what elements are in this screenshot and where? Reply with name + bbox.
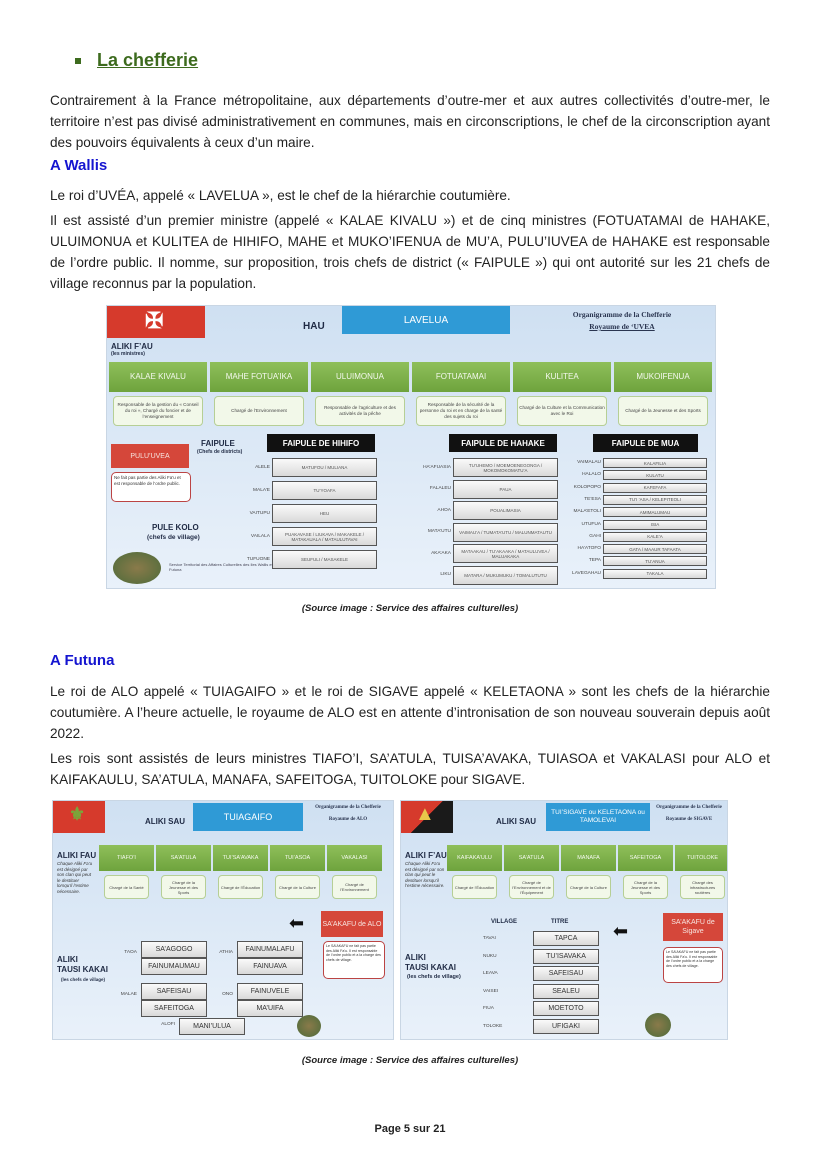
village-label: AHOA — [437, 507, 451, 513]
village-chief-box: GATA / MAAUR TAFAATA — [603, 544, 707, 554]
village-label: TEPA — [588, 558, 601, 564]
futuna-paragraph-2: Les rois sont assistés de leurs ministres TIAFO’I, SA’ATULA, TUISA’AVAKA, TUIASOA et VAKALASI pour ALO et KAIFAKAULU, SA’ATULA, MANAFA, SAFEITOGA, TUITOLOKE pour SIGAVE. — [50, 751, 770, 787]
village-label: TUFUONE — [246, 556, 270, 562]
sigave-ministers-label: ALIKI F’AU — [405, 851, 447, 860]
village-label: FALALEU — [429, 486, 451, 491]
minister-role: Chargé de l’Environnement — [332, 875, 377, 899]
alo-chiefs-sublabel: (les chefs de village) — [61, 977, 106, 982]
village-chief-box: SEUFULI / MASAKELE — [272, 550, 377, 569]
minister-box: VAKALASI — [327, 845, 382, 871]
village-chief-box: UFIGAKI — [533, 1019, 599, 1034]
minister-box: SAFEITOGA — [618, 845, 673, 871]
police-note: Ne fait pas partie des Aliki Fa’u et est responsable de l’ordre public. — [111, 472, 191, 502]
village-chief-box: ISIA — [603, 520, 707, 530]
village-label: ALOFI — [161, 1022, 175, 1027]
village-label: ALELE — [255, 464, 270, 470]
sigave-organigram — [400, 800, 728, 1040]
organigram-title: Organigramme de la Chefferie — [572, 310, 672, 319]
village-chief-box: TU’YOAFA — [272, 481, 377, 500]
organigram-subtitle: Royaume de ‘UVEA — [589, 322, 655, 331]
sigave-seal — [645, 1013, 671, 1037]
alo-chiefs-label-1: ALIKI — [57, 955, 78, 964]
alo-ministers-note: Chaque Aliki Fa’u est désigné par son clan qui peut le destituer lorsqu’il l’estime nécessaire. — [57, 861, 93, 894]
village-label: VAISEI — [483, 988, 499, 994]
minister-role: Chargé de la Culture — [566, 875, 611, 899]
futuna-heading: A Futuna — [50, 652, 115, 669]
alo-organigram — [52, 800, 394, 1040]
village-label: MATA’UTU — [427, 529, 451, 534]
minister-role: Chargé de l’Éducation — [452, 875, 497, 899]
village-label: KOLOPOPO — [573, 484, 601, 490]
sigave-title: Organigramme de la Chefferie — [656, 805, 722, 810]
minister-box: TIAFO’I — [99, 845, 154, 871]
sigave-chiefs-label-1: ALIKI — [405, 953, 426, 962]
minister-role: Chargé de l’Éducation — [218, 875, 263, 899]
village-label: VAITUPU — [249, 510, 270, 516]
service-seal — [113, 552, 161, 584]
village-label: MALA’ETOLI — [573, 509, 601, 515]
minister-box: MANAFA — [561, 845, 616, 871]
section-title: La chefferie — [97, 50, 199, 70]
minister-box: MAHE FOTUA’IKA — [210, 362, 308, 392]
district-header: FAIPULE DE MUA — [593, 434, 698, 452]
alo-king-box: TUIAGAIFO — [193, 803, 303, 831]
village-label: TAVAI — [483, 936, 496, 941]
sigave-aliki-sau-label: ALIKI SAU — [496, 817, 536, 826]
seal-text: Service Territorial des Affaires Culturelles des Iles Wallis et Futuna — [169, 562, 273, 572]
village-label: HA’AFUASIA — [423, 464, 451, 470]
minister-role: Chargé des infrastructures routières — [680, 875, 725, 899]
minister-box: FOTUATAMAI — [412, 362, 510, 392]
wallis-heading: A Wallis — [50, 157, 108, 174]
village-label: AKA’AKA — [431, 550, 451, 556]
village-chief-box: MOETOTO — [533, 1001, 599, 1016]
minister-box: SA’ATULA — [504, 845, 559, 871]
village-label: HA’ATOFO — [577, 546, 601, 552]
village-chief-box: FAINUVELE — [237, 983, 303, 1000]
pule-kolo-sublabel: (chefs de village) — [147, 534, 200, 541]
minister-role: Chargé de la Jeunesse et des Sports — [161, 875, 206, 899]
title-column-header: TITRE — [551, 919, 569, 925]
village-label: TOLOKE — [483, 1023, 503, 1029]
intro-paragraph: Contrairement à la France métropolitaine, aux départements d’outre-mer et aux autres collectivités d’outre-mer, le territoire n’est pas divisé administrativement en communes, mais en circonscriptions, le chef de la circonscription ayant des pouvoirs équivalents à ceux d’un maire. — [50, 93, 770, 150]
sigave-flag — [401, 801, 453, 833]
minister-box: ULUIMONUA — [311, 362, 409, 392]
page-number: Page 5 sur 21 — [374, 1123, 446, 1135]
village-label: VAIMALAU — [577, 460, 601, 465]
village-chief-box: TU’ANUA — [603, 556, 707, 566]
minister-role: Chargé de l’Environnement et de l’Équipement — [509, 875, 554, 899]
alo-flag — [53, 801, 105, 833]
village-chief-box: TU’I ‘ASA / KELEPITEOLI — [603, 495, 707, 505]
village-chief-box: PAUA — [453, 480, 558, 499]
minister-box: KAIFAKA’ULU — [447, 845, 502, 871]
village-label: ONO — [222, 992, 233, 997]
village-chief-box: KULATU — [603, 470, 707, 480]
sigave-police-note: Le SA’AKAFU ne fait pas partie des Aliki Fa’u. Il est responsable de l’ordre public et a la charge des chefs de village. — [663, 947, 723, 983]
village-label: MALAE — [120, 992, 137, 997]
king-box: LAVELUA — [342, 306, 510, 334]
village-chief-box: KAFEFAFA — [603, 483, 707, 493]
alo-seal — [297, 1015, 321, 1037]
village-chief-box: TAPCA — [533, 931, 599, 946]
sigave-chiefs-sublabel: (les chefs de village) — [407, 974, 461, 980]
village-label: LIKU — [440, 572, 451, 577]
arrow-left-icon: ⬅ — [289, 913, 305, 933]
village-chief-box: HEU — [272, 504, 377, 523]
alo-chiefs-label-2: TAUSI KAKAI — [57, 965, 108, 974]
village-label: UTUFUA — [581, 521, 601, 527]
futuna-caption: (Source image : Service des affaires culturelles) — [301, 1055, 519, 1066]
alo-subtitle: Royaume de ALO — [328, 817, 368, 822]
sigave-king-box: TUI’SIGAVE ou KELETAONA ou TAMOLEVAI — [546, 803, 650, 831]
village-chief-box: SEALEU — [533, 984, 599, 999]
minister-role: Chargé de la Jeunesse et des Sports — [623, 875, 668, 899]
wallis-flag — [107, 306, 205, 338]
alo-aliki-sau-label: ALIKI SAU — [145, 817, 185, 826]
minister-box: KALAE KIVALU — [109, 362, 207, 392]
minister-box: KULITEA — [513, 362, 611, 392]
village-label: FIUA — [483, 1006, 494, 1011]
minister-box: TUITOLOKE — [675, 845, 728, 871]
village-chief-box: VAIMAU’A / TUMATA’UTU / MALUNMATAUTU — [453, 523, 558, 542]
alo-police-note: Le SA’AKAFU ne fait pas partie des Aliki Fa’u. Il est responsable de l’ordre public et a la charge des chefs de village. — [323, 941, 385, 979]
wallis-paragraph-2: Il est assisté d’un premier ministre (appelé « KALAE KIVALU ») et de cinq ministres (FOTUATAMAI de HAHAKE, ULUIMONUA et KULITEA de HIHIFO, MAHE et MUKO’IFENUA de MU’A, PULU’IUVEA de HAHAKE est responsable de l’ordre public. Il nomme, sur proposition, trois chefs de district (« FAIPULE ») qui ont autorité sur les 21 chefs de village reconnus par la population. — [50, 213, 770, 291]
sigave-ministers-note: Chaque Aliki Fa’u est désigné par son clan qui peut le destituer lorsqu’il l’estime nécessaire. — [405, 861, 445, 888]
minister-box: MUKOIFENUA — [614, 362, 712, 392]
minister-role: Chargé de l’Environnement — [214, 396, 304, 426]
hau-label: HAU — [303, 321, 325, 332]
village-label: LAVEGAHAU — [572, 570, 601, 576]
village-label: GAHI — [589, 533, 601, 539]
sigave-police-box: SA’AKAFU de Sigave — [663, 913, 723, 941]
village-chief-box: FAINUMALAFU — [237, 941, 303, 958]
alo-police-box: SA’AKAFU de ALO — [321, 911, 383, 937]
village-chief-box: SAFEISAU — [533, 966, 599, 981]
village-chief-box: TU’UHEMO / MOEMOENEGONGA / MOKOMOKOMATU’A — [453, 458, 558, 477]
wallis-paragraph-1: Le roi d’UVÉA, appelé « LAVELUA », est le chef de la hiérarchie coutumière. — [50, 188, 511, 203]
minister-role: Chargé de la Santé — [104, 875, 149, 899]
alo-ministers-label: ALIKI FAU — [57, 851, 97, 860]
district-header: FAIPULE DE HAHAKE — [449, 434, 557, 452]
sigave-subtitle: Royaume de SIGAVE — [665, 817, 713, 822]
faipule-label: FAIPULE — [201, 439, 235, 448]
minister-role: Chargé de la Jeunesse et des Sports — [618, 396, 708, 426]
ministers-sublabel: (les ministres) — [111, 351, 145, 357]
minister-role: Responsable de l’agriculture et des activités de la pêche — [315, 396, 405, 426]
arrow-left-icon: ⬅ — [613, 921, 629, 941]
pule-kolo-label: PULE KOLO — [152, 523, 199, 532]
village-label: NUKU — [483, 953, 497, 959]
minister-box: SA’ATULA — [156, 845, 211, 871]
village-label: TAOA — [124, 950, 137, 955]
section-heading — [75, 50, 198, 71]
minister-role: Chargé de la Culture et la Communication avec le Roi — [517, 396, 607, 426]
wallis-cross-icon: ✠ — [145, 308, 164, 333]
sigave-chiefs-label-2: TAUSI KAKAI — [405, 963, 456, 972]
village-column-header: VILLAGE — [491, 919, 518, 925]
village-chief-box: SAFEISAU — [141, 983, 207, 1000]
minister-role: Chargé de la Culture — [275, 875, 320, 899]
village-chief-box: MA’UIFA — [237, 1000, 303, 1017]
village-chief-box: FAINUMAUMAU — [141, 958, 207, 975]
minister-box: TUI’ASOA — [270, 845, 325, 871]
village-chief-box: MATUFOU / MULIANA — [272, 458, 377, 477]
village-chief-box: MANI’ULUA — [179, 1018, 245, 1035]
bullet-icon — [75, 58, 81, 64]
village-label: MALA’E — [253, 487, 270, 493]
village-label: VAILALA — [250, 533, 270, 539]
village-chief-box: MATAAKAU / TU’AKAAKA / MATAULUVEA / MALUAKAKA — [453, 544, 558, 563]
village-chief-box: MATARA / MUKUMUKU / TOMALUTUTU — [453, 566, 558, 585]
village-chief-box: TU’ISAVAKA — [533, 949, 599, 964]
faipule-sublabel: (Chefs de districts) — [197, 449, 243, 455]
minister-box: TUI’SA’AVAKA — [213, 845, 268, 871]
village-chief-box: FAINUAVA — [237, 958, 303, 975]
village-chief-box: TAKALA — [603, 569, 707, 579]
village-label: TE’ESA — [584, 496, 601, 502]
village-chief-box: KALAFILIA — [603, 458, 707, 468]
district-header: FAIPULE DE HIHIFO — [267, 434, 375, 452]
minister-role: Responsable de la sécurité de la personne du roi et en charge de la santé des sujets du roi — [416, 396, 506, 426]
village-label: LEAVA — [483, 971, 498, 976]
village-label: HALALO — [582, 472, 601, 478]
alo-emblem-icon: ⚜ — [69, 804, 86, 824]
minister-role: Responsable de la gestion du « Conseil du roi », Chargé du foncier et de l’enseignement — [113, 396, 203, 426]
police-box: PULU’UVEA — [111, 444, 189, 468]
sigave-emblem-icon: ▲ — [415, 803, 435, 825]
village-chief-box: POUALIMASIA — [453, 501, 558, 520]
alo-title: Organigramme de la Chefferie — [315, 805, 381, 810]
village-chief-box: PUAKAVASE / LIUKAVA / MAKAKELE / MATAKAUALA / MATAULUTAVAI — [272, 527, 377, 546]
village-label: ATHIA — [219, 950, 233, 955]
village-chief-box: SA’AGOGO — [141, 941, 207, 958]
village-chief-box: KALE’A — [603, 532, 707, 542]
ministers-label: ALIKI F’AU — [111, 342, 153, 351]
futuna-paragraph-1: Le roi de ALO appelé « TUIAGAIFO » et le roi de SIGAVE appelé « KELETAONA » sont les chefs de la hiérarchie coutumière. A l’heure actuelle, le royaume de ALO est en attente d’intronisation de son nouveau souverain depuis août 2022. — [50, 684, 770, 741]
wallis-organigram — [106, 305, 716, 589]
village-chief-box: AMIMALUMAU — [603, 507, 707, 517]
wallis-caption: (Source image : Service des affaires culturelles) — [301, 603, 519, 614]
village-chief-box: SAFEITOGA — [141, 1000, 207, 1017]
